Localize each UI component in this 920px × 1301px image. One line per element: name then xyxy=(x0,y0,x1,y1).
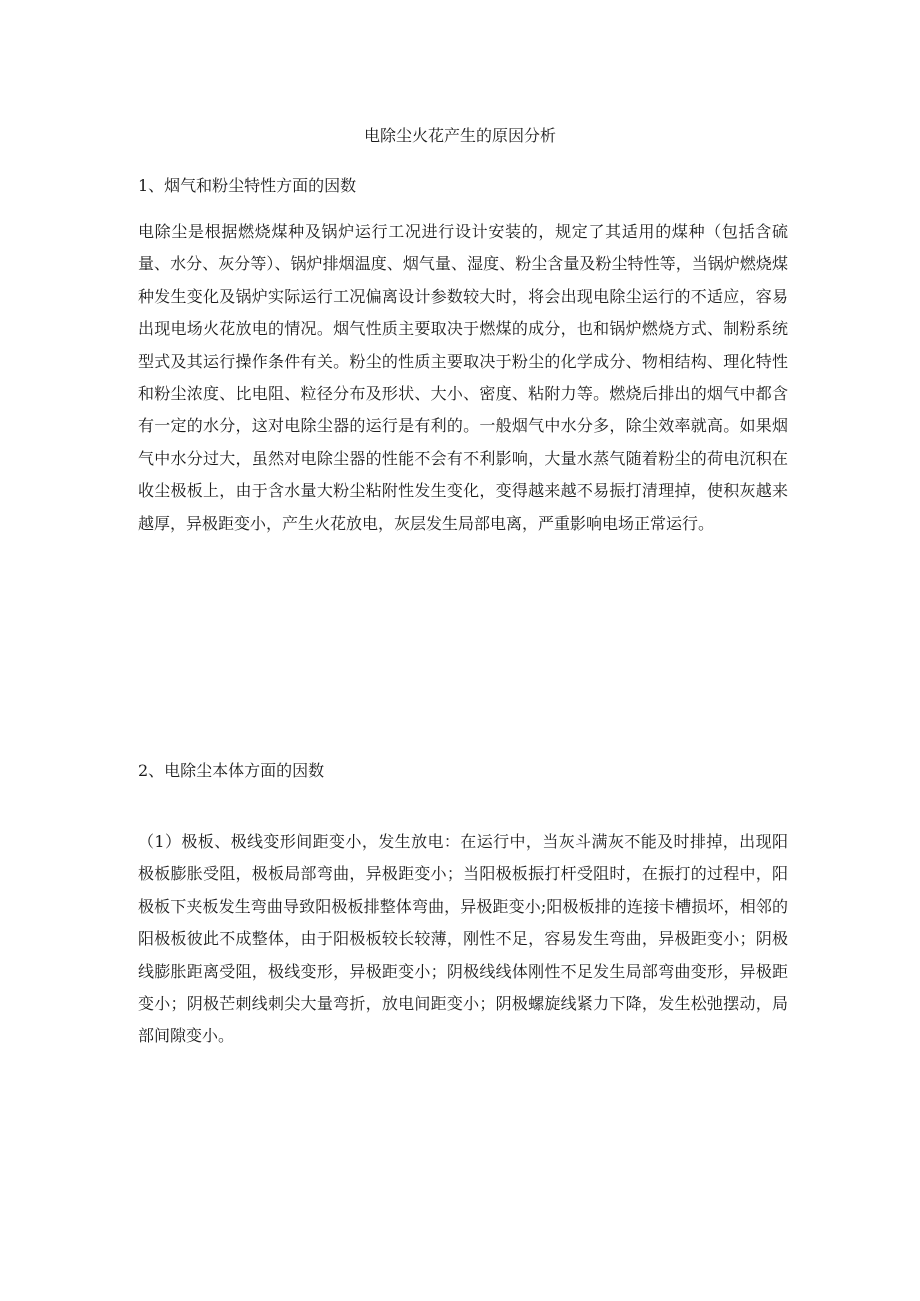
section-2-paragraph: （1）极板、极线变形间距变小，发生放电：在运行中，当灰斗满灰不能及时排掉，出现阳极板膨胀受阻，极板局部弯曲，异极距变小；当阳极板振打杆受阻时，在振打的过程中，阳极板下夹板发生弯曲导致阳极板排整体弯曲，异极距变小;阳极板排的连接卡槽损坏，相邻的阳极板彼此不成整体，由于阳极板较长较薄，刚性不足，容易发生弯曲，异极距变小；阴极线膨胀距离受阻，极线变形，异极距变小；阴极线线体刚性不足发生局部弯曲变形，异极距变小；阴极芒刺线刺尖大量弯折，放电间距变小；阴极螺旋线紧力下降，发生松弛摆动，局部间隙变小。 xyxy=(138,832,788,1046)
section-1-paragraph: 电除尘是根据燃烧煤种及锅炉运行工况进行设计安装的，规定了其适用的煤种（包括含硫量、水分、灰分等）、锅炉排烟温度、烟气量、湿度、粉尘含量及粉尘特性等，当锅炉燃烧煤种发生变化及锅炉实际运行工况偏离设计参数较大时，将会出现电除尘运行的不适应，容易出现电场火花放电的情况。烟气性质主要取决于燃煤的成分，也和锅炉燃烧方式、制粉系统型式及其运行操作条件有关。粉尘的性质主要取决于粉尘的化学成分、物相结构、理化特性和粉尘浓度、比电阻、粒径分布及形状、大小、密度、粘附力等。燃烧后排出的烟气中都含有一定的水分，这对电除尘器的运行是有利的。一般烟气中水分多，除尘效率就高。如果烟气中水分过大，虽然对电除尘器的性能不会有不利影响，大量水蒸气随着粉尘的荷电沉积在收尘极板上，由于含水量大粉尘粘附性发生变化，变得越来越不易振打清理掉，使积灰越来越厚，异极距变小，产生火花放电，灰层发生局部电离，严重影响电场正常运行。 xyxy=(138,222,788,533)
section-1-heading: 1、烟气和粉尘特性方面的因数 xyxy=(138,176,357,195)
section-2-heading: 2、电除尘本体方面的因数 xyxy=(138,761,325,780)
document-title: 电除尘火花产生的原因分析 xyxy=(363,126,556,145)
